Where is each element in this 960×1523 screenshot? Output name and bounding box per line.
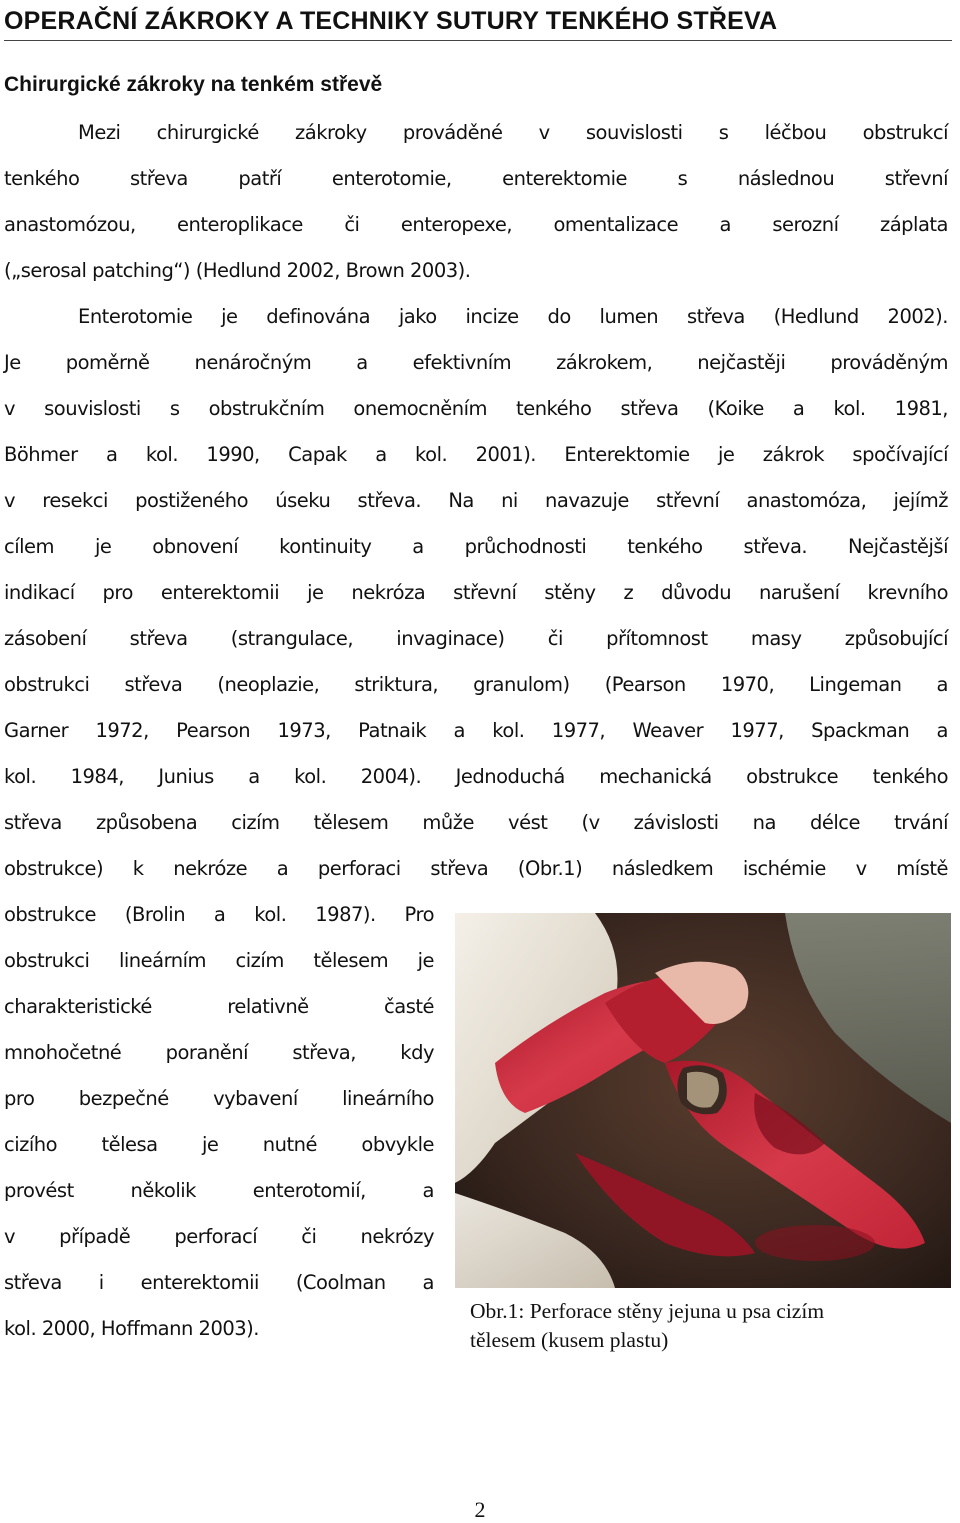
- paragraph-line: obstrukci střeva (neoplazie, striktura, granulom) (Pearson 1970, Lingeman a: [4, 673, 948, 696]
- page-number: 2: [474, 1497, 486, 1522]
- paragraph-line: Enterotomie je definována jako incize do lumen střeva (Hedlund 2002).: [78, 305, 948, 328]
- paragraph-line: indikací pro enterektomii je nekróza střevní stěny z důvodu narušení krevního: [4, 581, 948, 604]
- paragraph-line: zásobení střeva (strangulace, invaginace) či přítomnost masy způsobující: [4, 627, 948, 650]
- paragraph-line: kol. 1984, Junius a kol. 2004). Jednoduchá mechanická obstrukce tenkého: [4, 765, 948, 788]
- paragraph-line: mnohočetné poranění střeva, kdy: [4, 1041, 434, 1064]
- paragraph-line: střeva způsobena cizím tělesem může vést (v závislosti na délce trvání: [4, 811, 948, 834]
- figure-caption: [470, 1297, 940, 1355]
- paragraph-line: provést několik enterotomií, a: [4, 1179, 434, 1202]
- paragraph-line: cizího tělesa je nutné obvykle: [4, 1133, 434, 1156]
- paragraph-line: Mezi chirurgické zákroky prováděné v souvislosti s léčbou obstrukcí: [78, 121, 948, 144]
- surgical-photo: [455, 913, 951, 1288]
- paragraph-line: v resekci postiženého úseku střeva. Na ni navazuje střevní anastomóza, jejímž: [4, 489, 948, 512]
- figure-caption-line: Obr.1: Perforace stěny jejuna u psa cizím: [470, 1299, 825, 1323]
- paragraph-line: Je poměrně nenáročným a efektivním zákrokem, nejčastěji prováděným: [4, 351, 948, 374]
- paragraph-line: tenkého střeva patří enterotomie, enterektomie s následnou střevní: [4, 167, 948, 190]
- paragraph-line: v případě perforací či nekrózy: [4, 1225, 434, 1248]
- paragraph-line: obstrukce) k nekróze a perforaci střeva (Obr.1) následkem ischémie v místě: [4, 857, 948, 880]
- section-heading: Chirurgické zákroky na tenkém střevě: [4, 73, 383, 96]
- paragraph-line: pro bezpečné vybavení lineárního: [4, 1087, 434, 1110]
- page-title: OPERAČNÍ ZÁKROKY A TECHNIKY SUTURY TENKÉHO STŘEVA: [4, 4, 952, 41]
- paragraph-line: („serosal patching“) (Hedlund 2002, Brown 2003).: [4, 259, 471, 282]
- paragraph-line: obstrukce (Brolin a kol. 1987). Pro: [4, 903, 434, 926]
- paragraph-line: kol. 2000, Hoffmann 2003).: [4, 1317, 259, 1340]
- figure-caption-line: tělesem (kusem plastu): [470, 1328, 669, 1352]
- paragraph-line: střeva i enterektomii (Coolman a: [4, 1271, 434, 1294]
- paragraph-line: charakteristické relativně časté: [4, 995, 434, 1018]
- paragraph-line: cílem je obnovení kontinuity a průchodnosti tenkého střeva. Nejčastější: [4, 535, 948, 558]
- paragraph-line: obstrukci lineárním cizím tělesem je: [4, 949, 434, 972]
- paragraph-line: anastomózou, enteroplikace či enteropexe, omentalizace a serozní záplata: [4, 213, 948, 236]
- paragraph-line: v souvislosti s obstrukčním onemocněním tenkého střeva (Koike a kol. 1981,: [4, 397, 948, 420]
- paragraph-line: Garner 1972, Pearson 1973, Patnaik a kol. 1977, Weaver 1977, Spackman a: [4, 719, 948, 742]
- paragraph-line: Böhmer a kol. 1990, Capak a kol. 2001). Enterektomie je zákrok spočívající: [4, 443, 948, 466]
